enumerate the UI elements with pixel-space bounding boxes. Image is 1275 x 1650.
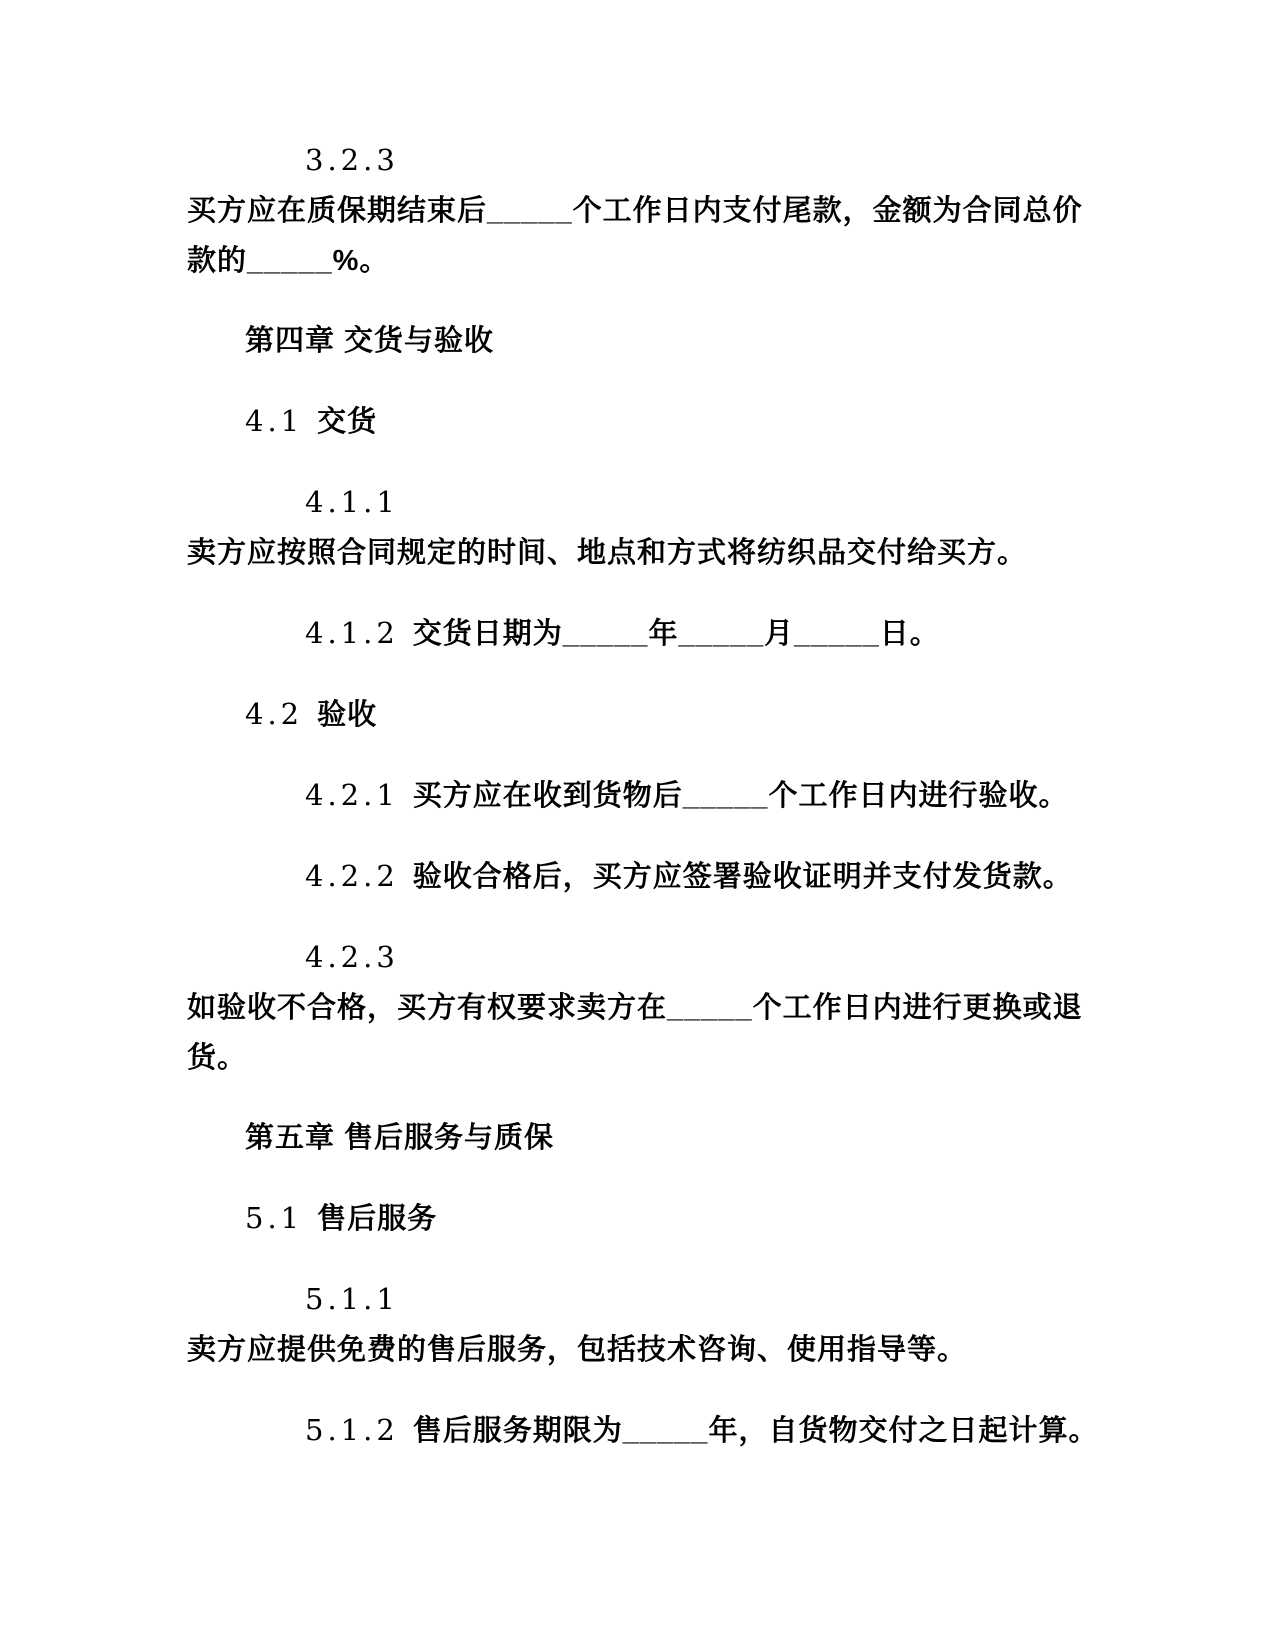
clause-4-2-2 xyxy=(187,851,1075,902)
clause-number: 4.2.1 xyxy=(305,778,399,812)
section-title-line xyxy=(187,689,1075,740)
clause-number: 4.2.2 xyxy=(305,859,399,893)
clause-4-1-2 xyxy=(187,608,1075,659)
clause-4-2-1-line xyxy=(187,770,1075,821)
clause-3-2-3 xyxy=(187,135,1083,286)
chapter-5-heading xyxy=(187,1113,1075,1163)
section-5-1-heading xyxy=(187,1193,1075,1244)
clause-number: 3.2.3 xyxy=(305,143,399,177)
section-title: 售后服务 xyxy=(317,1203,438,1235)
clause-text: 售后服务期限为_____年，自货物交付之日起计算。 xyxy=(412,1415,1099,1447)
clause-3-2-3-number-line xyxy=(187,135,1075,186)
chapter-title: 第五章 售后服务与质保 xyxy=(245,1122,555,1154)
clause-number: 4.1.2 xyxy=(305,616,399,650)
clause-4-2-3-text-line-2: 货。 xyxy=(187,1042,248,1074)
clause-text: 验收合格后，买方应签署验收证明并支付发货款。 xyxy=(412,861,1073,893)
clause-5-1-1-number-line xyxy=(187,1274,1075,1325)
clause-number: 5.1.1 xyxy=(305,1282,399,1316)
section-number: 5.1 xyxy=(245,1201,304,1235)
clause-4-2-3 xyxy=(187,932,1083,1083)
clause-number: 4.1.1 xyxy=(305,485,399,519)
clause-4-1-2-line xyxy=(187,608,1075,659)
clause-5-1-2 xyxy=(187,1405,1099,1456)
clause-4-2-3-text-line-1: 如验收不合格，买方有权要求卖方在_____个工作日内进行更换或退 xyxy=(187,992,1083,1024)
clause-3-2-3-text-line-1: 买方应在质保期结束后_____个工作日内支付尾款，金额为合同总价 xyxy=(187,195,1083,227)
clause-4-2-1 xyxy=(187,770,1075,821)
clause-5-1-1 xyxy=(187,1274,1075,1375)
clause-4-1-1 xyxy=(187,477,1075,578)
section-title-line xyxy=(187,396,1075,447)
section-title-line xyxy=(187,1193,1075,1244)
chapter-title: 第四章 交货与验收 xyxy=(245,325,495,357)
clause-text: 交货日期为_____年_____月_____日。 xyxy=(412,618,940,650)
section-title: 交货 xyxy=(317,406,378,438)
section-title: 验收 xyxy=(317,699,378,731)
clause-number: 4.2.3 xyxy=(305,940,399,974)
section-4-1-heading xyxy=(187,396,1075,447)
clause-4-2-2-line xyxy=(187,851,1075,902)
clause-number: 5.1.2 xyxy=(305,1413,399,1447)
clause-4-1-1-number-line xyxy=(187,477,1075,528)
section-number: 4.2 xyxy=(245,697,304,731)
clause-text: 买方应在收到货物后_____个工作日内进行验收。 xyxy=(412,780,1069,812)
clause-5-1-2-line xyxy=(187,1405,1099,1456)
clause-4-1-1-text-line: 卖方应按照合同规定的时间、地点和方式将纺织品交付给买方。 xyxy=(187,537,1028,569)
clause-5-1-1-text-line: 卖方应提供免费的售后服务，包括技术咨询、使用指导等。 xyxy=(187,1334,968,1366)
chapter-4-heading xyxy=(187,316,1075,366)
clause-4-2-3-number-line xyxy=(187,932,1075,983)
section-4-2-heading xyxy=(187,689,1075,740)
section-number: 4.1 xyxy=(245,404,304,438)
clause-3-2-3-text-line-2: 款的_____%。 xyxy=(187,245,390,277)
